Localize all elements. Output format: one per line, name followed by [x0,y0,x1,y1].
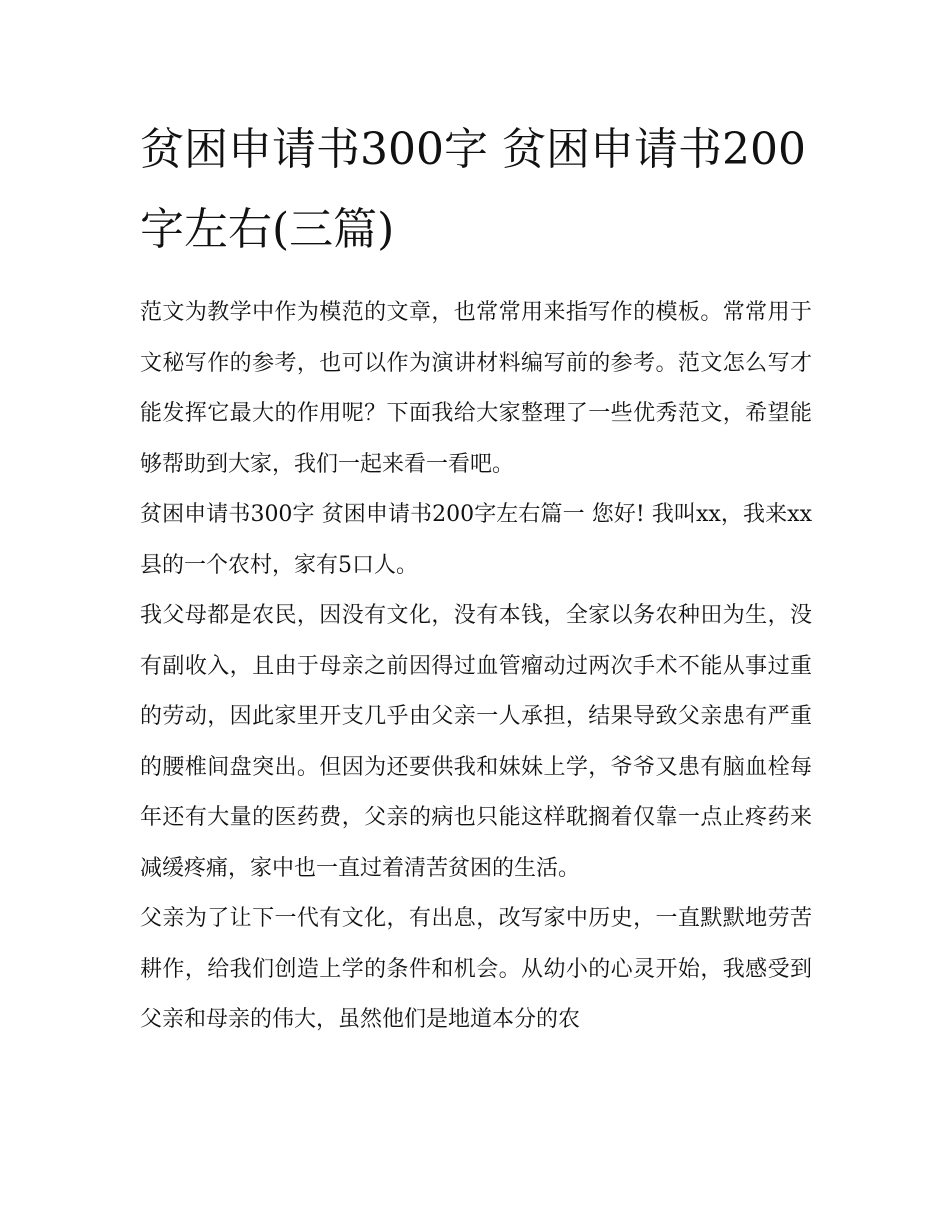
paragraph-family: 我父母都是农民，因没有文化，没有本钱，全家以务农种田为生，没有副收入，且由于母亲之前因得过血管瘤动过两次手术不能从事过重的劳动，因此家里开支几乎由父亲一人承担，结果导致父亲患有严重的腰椎间盘突出。但因为还要供我和妹妹上学，爷爷又患有脑血栓每年还有大量的医药费，父亲的病也只能这样耽搁着仅靠一点止疼药来减缓疼痛，家中也一直过着清苦贫困的生活。 [140,603,812,881]
document-title: 贫困申请书300字 贫困申请书200字左右(三篇) [140,124,806,255]
paragraph-father: 父亲为了让下一代有文化，有出息，改写家中历史，一直默默地劳苦耕作，给我们创造上学的条件和机会。从幼小的心灵开始，我感受到父亲和母亲的伟大，虽然他们是地道本分的农 [140,906,812,1032]
document-page [140,110,812,1046]
document-body [140,288,812,1046]
paragraph-greeting: 贫困申请书300字 贫困申请书200字左右篇一 您好! 我叫xx，我来xx县的一个农村，家有5口人。 [140,502,812,578]
paragraph-intro: 范文为教学中作为模范的文章，也常常用来指写作的模板。常常用于文秘写作的参考，也可以作为演讲材料编写前的参考。范文怎么写才能发挥它最大的作用呢？下面我给大家整理了一些优秀范文，希望能够帮助到大家，我们一起来看一看吧。 [140,300,812,477]
